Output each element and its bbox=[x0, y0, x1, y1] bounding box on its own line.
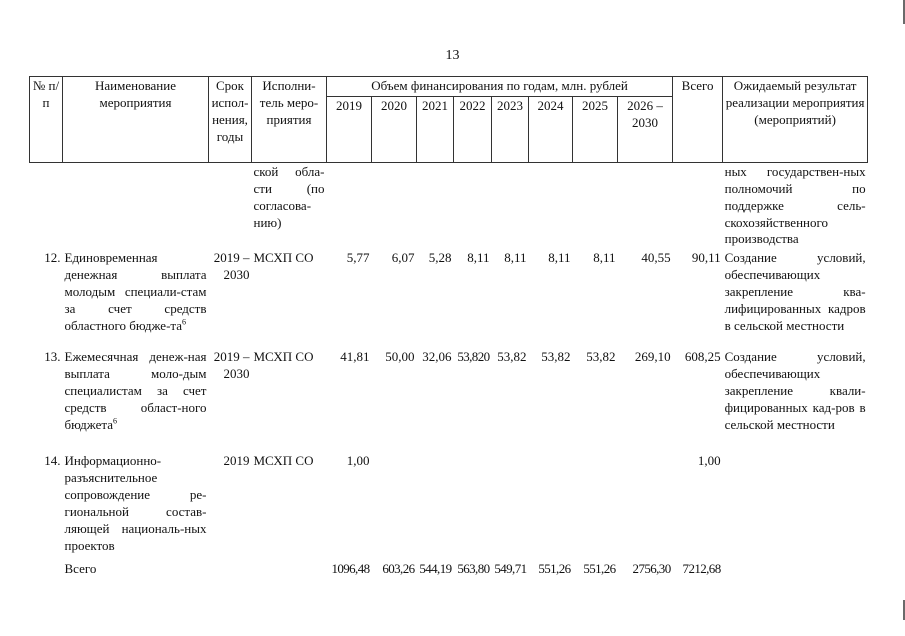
header-year: 2019 bbox=[327, 96, 372, 162]
page-number: 13 bbox=[445, 48, 460, 63]
row-term: 2019 – 2030 bbox=[213, 250, 250, 283]
total-row bbox=[30, 560, 868, 579]
row-value: 1,00 bbox=[346, 453, 370, 469]
total-value: 563,80 bbox=[457, 561, 490, 577]
row-value: 8,11 bbox=[593, 250, 616, 266]
total-value: 1096,48 bbox=[331, 561, 370, 577]
total-label: Всего bbox=[64, 561, 97, 577]
row-result bbox=[723, 452, 868, 560]
row-num: 13. bbox=[44, 349, 61, 365]
total-value: 549,71 bbox=[494, 561, 527, 577]
total-value: 551,26 bbox=[538, 561, 571, 577]
header-result: Ожидаемый результат реализации мероприятия (мероприятий) bbox=[723, 77, 868, 163]
continuation-row bbox=[30, 162, 868, 249]
header-num: № п/п bbox=[30, 77, 63, 163]
header-year: 2022 bbox=[454, 96, 492, 162]
row-value: 269,10 bbox=[634, 349, 671, 365]
row-executor: МСХП СО bbox=[253, 250, 314, 266]
row-value: 32,06 bbox=[422, 349, 452, 365]
total-value: 603,26 bbox=[382, 561, 415, 577]
header-total: Всего bbox=[673, 77, 723, 163]
total-value: 551,26 bbox=[583, 561, 616, 577]
table-row bbox=[30, 249, 868, 348]
row-value: 53,82 bbox=[586, 349, 616, 365]
row-value: 8,11 bbox=[467, 250, 490, 266]
header-year: 2026 – 2030 bbox=[618, 96, 673, 162]
header-year: 2025 bbox=[573, 96, 618, 162]
row-value: 6,07 bbox=[391, 250, 415, 266]
financing-table bbox=[29, 76, 868, 579]
header-term: Срок испол-нения, годы bbox=[209, 77, 252, 163]
row-result: Создание условий, обеспечивающих закрепление квали-фицированных кад-ров в сельской местности bbox=[724, 349, 866, 432]
row-value bbox=[417, 452, 454, 560]
row-value bbox=[618, 452, 673, 560]
row-value: 50,00 bbox=[385, 349, 415, 365]
row-result: Создание условий, обеспечивающих закрепление ква-лифицированных кадров в сельской местности bbox=[724, 250, 866, 333]
header-funding: Объем финансирования по годам, млн. рублей bbox=[327, 77, 673, 97]
row-value bbox=[454, 452, 492, 560]
row-name: Информационно-разъяснительное сопровождение ре-гиональной состав-ляющей националь-ных проектов bbox=[64, 453, 207, 553]
total-value: 544,19 bbox=[419, 561, 452, 577]
row-value: 40,55 bbox=[641, 250, 671, 266]
row-value: 41,81 bbox=[340, 349, 370, 365]
row-value: 53,82 bbox=[541, 349, 571, 365]
row-num: 14. bbox=[44, 453, 61, 469]
row-value bbox=[492, 452, 529, 560]
row-name: Единовременная денежная выплата молодым специали-стам за счет средств областного бюдже-$та^6$ bbox=[64, 250, 207, 333]
row-value: 5,28 bbox=[428, 250, 452, 266]
table-row bbox=[30, 348, 868, 452]
row-total: 90,11 bbox=[691, 250, 721, 266]
row-term: 2019 bbox=[223, 453, 250, 469]
row-name: Ежемесячная денеж-ная выплата моло-дым специалистам за счет средств област-ного бюджета$^6$ bbox=[64, 349, 207, 432]
row-executor: МСХП СО bbox=[253, 453, 314, 469]
row-value: 53,820 bbox=[457, 349, 490, 365]
footnote-mark: 6 bbox=[112, 416, 117, 426]
header-year: 2021 bbox=[417, 96, 454, 162]
row-term: 2019 – 2030 bbox=[213, 349, 250, 382]
continued-executor: ской обла-сти (по согласова-нию) bbox=[253, 163, 325, 230]
row-value bbox=[573, 452, 618, 560]
row-total: 608,25 bbox=[684, 349, 721, 365]
header-year: 2023 bbox=[492, 96, 529, 162]
row-value bbox=[529, 452, 573, 560]
header-year: 2024 bbox=[529, 96, 573, 162]
table-header-row bbox=[30, 77, 868, 97]
header-name: Наименование мероприятия bbox=[63, 77, 209, 163]
row-value: 5,77 bbox=[346, 250, 370, 266]
footnote-mark: 6 bbox=[182, 317, 187, 327]
grand-total: 7212,68 bbox=[682, 561, 721, 577]
row-executor: МСХП СО bbox=[253, 349, 314, 365]
row-total: 1,00 bbox=[697, 453, 721, 469]
row-value: 8,11 bbox=[504, 250, 527, 266]
row-num: 12. bbox=[44, 250, 61, 266]
row-value bbox=[372, 452, 417, 560]
total-value: 2756,30 bbox=[632, 561, 671, 577]
row-value: 8,11 bbox=[548, 250, 571, 266]
header-year: 2020 bbox=[372, 96, 417, 162]
continued-result: ных государствен-ных полномочий по поддержке сель-скохозяйственного производства bbox=[724, 163, 866, 247]
table-row bbox=[30, 452, 868, 560]
header-executor: Исполни-тель меро-приятия bbox=[252, 77, 327, 163]
row-value: 53,82 bbox=[497, 349, 527, 365]
